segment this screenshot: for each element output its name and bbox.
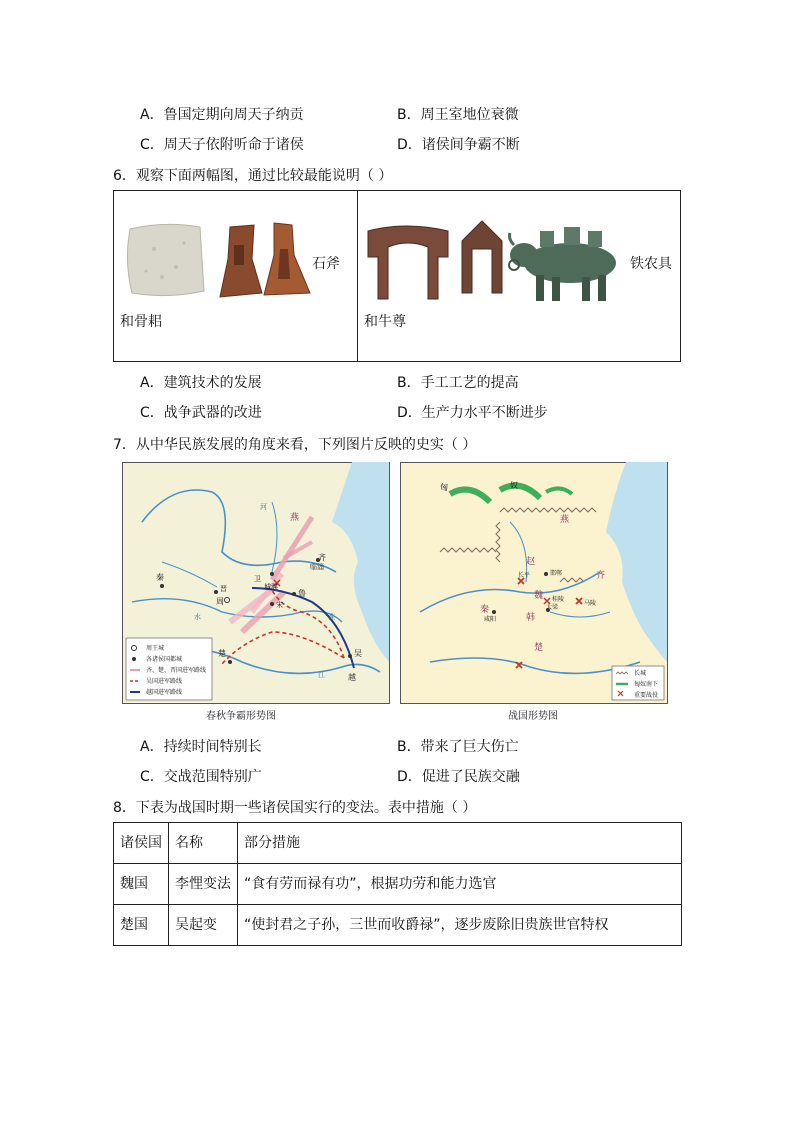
- iron-tools-ox-zun-image: [364, 217, 632, 307]
- map1-legend-3: 齐、楚、晋国进军路线: [146, 667, 207, 674]
- q6-divider: [357, 191, 358, 361]
- q6-option-a: A．建筑技术的发展: [140, 375, 262, 391]
- table-cell: 吴起变: [169, 905, 238, 946]
- map1-label-chengpu: 城濮: [264, 583, 278, 591]
- table-cell: “使封君之子孙，三世而收爵禄”，逐步废除旧贵族世官特权: [238, 905, 682, 946]
- map1-legend-5: 越国进军路线: [146, 689, 183, 696]
- table-header-row: [114, 823, 682, 864]
- q6-option-c: C．战争武器的改进: [140, 405, 262, 421]
- map2-label-chu: 楚: [534, 643, 544, 653]
- table-header-cell: 诸侯国: [114, 823, 169, 864]
- map2-label-wei: 魏: [534, 591, 544, 601]
- map1-label-qin: 秦: [156, 573, 164, 582]
- map1-label-lu: 鲁: [298, 589, 306, 598]
- map2-caption: 战国形势图: [508, 711, 558, 722]
- table-row: [114, 905, 682, 946]
- map2-label-qi: 齐: [596, 571, 606, 581]
- map1-label-jin: 晋: [220, 585, 227, 593]
- q6-left-label-2: 和骨耜: [120, 314, 162, 330]
- map2-label-han: 韩: [526, 613, 536, 623]
- map1-legend-2: 各诸侯国都城: [146, 656, 183, 663]
- stone-axe-bone-tool-image: [124, 219, 314, 301]
- map1-legend-1: 周王城: [146, 645, 165, 652]
- spring-autumn-map: [122, 462, 390, 704]
- map2-label-changping: 长平: [518, 572, 531, 579]
- table-header-cell: 名称: [169, 823, 238, 864]
- map2-legend-2: 匈奴南下: [634, 681, 659, 688]
- map2-label-guiling: 桂陵: [552, 596, 565, 603]
- table-cell: 李悝变法: [169, 864, 238, 905]
- map1-label-jiang: 江: [318, 671, 325, 679]
- q6-option-b: B．手工工艺的提高: [397, 375, 519, 391]
- map1-label-he: 河: [260, 503, 267, 511]
- map2-label-xiongnu-2: 奴: [510, 481, 518, 490]
- table-row: [114, 864, 682, 905]
- reform-table: [113, 822, 682, 946]
- map1-label-qi: 齐: [318, 553, 326, 562]
- map1-label-wei: 卫: [254, 575, 261, 583]
- map1-label-linzi: 临淄: [310, 563, 324, 571]
- q5-option-c: C．周天子依附听命于诸侯: [140, 137, 304, 153]
- q7-option-b: B．带来了巨大伤亡: [397, 739, 519, 755]
- table-header-cell: 部分措施: [238, 823, 682, 864]
- q7-option-c: C．交战范围特别广: [140, 769, 262, 785]
- map2-label-xianyang: 咸阳: [484, 616, 497, 623]
- map2-label-qin: 秦: [480, 605, 490, 615]
- map1-label-yan: 燕: [290, 513, 300, 523]
- map1-label-chu: 楚: [218, 649, 226, 658]
- table-cell: 魏国: [114, 864, 169, 905]
- map2-label-yan: 燕: [560, 515, 570, 525]
- table-cell: 楚国: [114, 905, 169, 946]
- map2-label-handan: 邯郸: [550, 570, 563, 577]
- map2-label-daliang: 大梁: [546, 604, 559, 611]
- map2-label-maling: 马陵: [584, 600, 597, 607]
- map1-label-song: 宋: [276, 601, 283, 609]
- q7-option-d: D．促进了民族交融: [397, 769, 520, 785]
- map2-legend-3: 重要战役: [634, 692, 659, 699]
- warring-states-map-graphic: [400, 462, 668, 704]
- map2-label-xiongnu-1: 匈: [440, 483, 448, 492]
- map1-legend-4: 吴国进军路线: [146, 678, 183, 685]
- map1-label-shui: 水: [194, 613, 201, 621]
- map2-label-zhao: 赵: [526, 557, 536, 567]
- map2-legend-1: 长城: [634, 670, 647, 677]
- q6-right-label-1: 铁农具: [630, 256, 672, 272]
- warring-states-map: [400, 462, 668, 704]
- q5-option-a: A．鲁国定期向周天子纳贡: [140, 107, 304, 123]
- map1-label-wu: 吴: [354, 649, 362, 658]
- q6-left-label-1: 石斧: [312, 256, 340, 272]
- q8-stem: 8．下表为战国时期一些诸侯国实行的变法。表中措施（ ）: [113, 800, 477, 816]
- table-cell: “食有劳而禄有功”，根据功劳和能力选官: [238, 864, 682, 905]
- q6-image-box: [113, 190, 681, 362]
- q5-option-b: B．周王室地位衰微: [397, 107, 519, 123]
- map1-label-yue: 越: [348, 673, 356, 682]
- q6-right-label-2: 和牛尊: [364, 314, 406, 330]
- q7-stem: 7．从中华民族发展的角度来看，下列图片反映的史实（ ）: [113, 437, 477, 453]
- q7-option-a: A．持续时间特别长: [140, 739, 262, 755]
- map1-caption: 春秋争霸形势图: [206, 711, 276, 722]
- map1-label-zhou: 周: [216, 597, 224, 606]
- q5-option-d: D．诸侯间争霸不断: [397, 137, 520, 153]
- map1-label-huai: 淮: [328, 613, 335, 621]
- q6-option-d: D．生产力水平不断进步: [397, 405, 548, 421]
- q6-stem: 6．观察下面两幅图，通过比较最能说明（ ）: [113, 168, 393, 184]
